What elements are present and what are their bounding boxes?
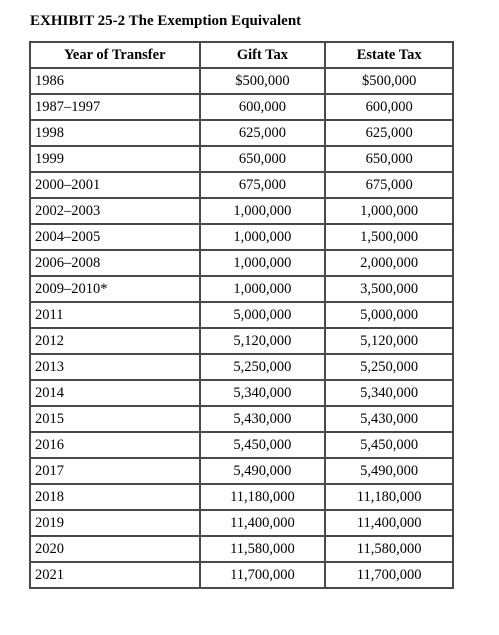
cell-gift-tax: 5,000,000 [200,302,326,328]
table-row [30,94,453,120]
header-year-of-transfer: Year of Transfer [30,42,200,68]
cell-estate-tax: 1,500,000 [325,224,453,250]
cell-year: 2000–2001 [30,172,200,198]
cell-gift-tax: $500,000 [200,68,326,94]
cell-estate-tax: 11,700,000 [325,562,453,588]
cell-estate-tax: 2,000,000 [325,250,453,276]
table-row [30,250,453,276]
cell-gift-tax: 11,180,000 [200,484,326,510]
cell-gift-tax: 650,000 [200,146,326,172]
cell-estate-tax: 5,490,000 [325,458,453,484]
table-row [30,276,453,302]
cell-estate-tax: 5,000,000 [325,302,453,328]
cell-year: 2012 [30,328,200,354]
cell-estate-tax: 3,500,000 [325,276,453,302]
cell-estate-tax: 11,180,000 [325,484,453,510]
cell-year: 2002–2003 [30,198,200,224]
cell-gift-tax: 600,000 [200,94,326,120]
table-row [30,198,453,224]
table-row [30,120,453,146]
cell-year: 2021 [30,562,200,588]
cell-gift-tax: 5,450,000 [200,432,326,458]
exemption-table [29,41,454,589]
cell-estate-tax: 600,000 [325,94,453,120]
cell-gift-tax: 1,000,000 [200,276,326,302]
cell-estate-tax: 1,000,000 [325,198,453,224]
table-body [30,68,453,588]
header-gift-tax: Gift Tax [200,42,326,68]
cell-year: 2020 [30,536,200,562]
cell-year: 1986 [30,68,200,94]
cell-gift-tax: 11,700,000 [200,562,326,588]
cell-year: 2014 [30,380,200,406]
cell-estate-tax: 5,120,000 [325,328,453,354]
cell-gift-tax: 1,000,000 [200,198,326,224]
table-row [30,68,453,94]
table-row [30,406,453,432]
cell-gift-tax: 11,400,000 [200,510,326,536]
cell-gift-tax: 1,000,000 [200,224,326,250]
table-row [30,458,453,484]
cell-gift-tax: 5,340,000 [200,380,326,406]
table-row [30,380,453,406]
table-row [30,146,453,172]
cell-gift-tax: 1,000,000 [200,250,326,276]
cell-year: 2019 [30,510,200,536]
table-row [30,302,453,328]
cell-estate-tax: 11,400,000 [325,510,453,536]
cell-estate-tax: 5,450,000 [325,432,453,458]
exhibit-title: EXHIBIT 25-2 The Exemption Equivalent [30,13,302,29]
table-row [30,510,453,536]
table-row [30,328,453,354]
cell-estate-tax: 5,250,000 [325,354,453,380]
cell-gift-tax: 11,580,000 [200,536,326,562]
cell-gift-tax: 675,000 [200,172,326,198]
cell-year: 2013 [30,354,200,380]
cell-estate-tax: 625,000 [325,120,453,146]
cell-gift-tax: 5,490,000 [200,458,326,484]
table-row [30,172,453,198]
cell-year: 2009–2010* [30,276,200,302]
cell-estate-tax: 11,580,000 [325,536,453,562]
cell-estate-tax: $500,000 [325,68,453,94]
cell-year: 2016 [30,432,200,458]
cell-estate-tax: 650,000 [325,146,453,172]
cell-gift-tax: 5,120,000 [200,328,326,354]
table-row [30,484,453,510]
cell-year: 2015 [30,406,200,432]
cell-year: 2006–2008 [30,250,200,276]
table-row [30,224,453,250]
cell-estate-tax: 5,340,000 [325,380,453,406]
cell-year: 1999 [30,146,200,172]
cell-gift-tax: 5,250,000 [200,354,326,380]
table-row [30,536,453,562]
cell-year: 1987–1997 [30,94,200,120]
header-estate-tax: Estate Tax [325,42,453,68]
cell-estate-tax: 675,000 [325,172,453,198]
table-row [30,354,453,380]
table-header-row [30,42,453,68]
cell-year: 2011 [30,302,200,328]
table-row [30,432,453,458]
cell-year: 2004–2005 [30,224,200,250]
cell-estate-tax: 5,430,000 [325,406,453,432]
cell-gift-tax: 5,430,000 [200,406,326,432]
cell-gift-tax: 625,000 [200,120,326,146]
cell-year: 2018 [30,484,200,510]
table-row [30,562,453,588]
cell-year: 2017 [30,458,200,484]
cell-year: 1998 [30,120,200,146]
